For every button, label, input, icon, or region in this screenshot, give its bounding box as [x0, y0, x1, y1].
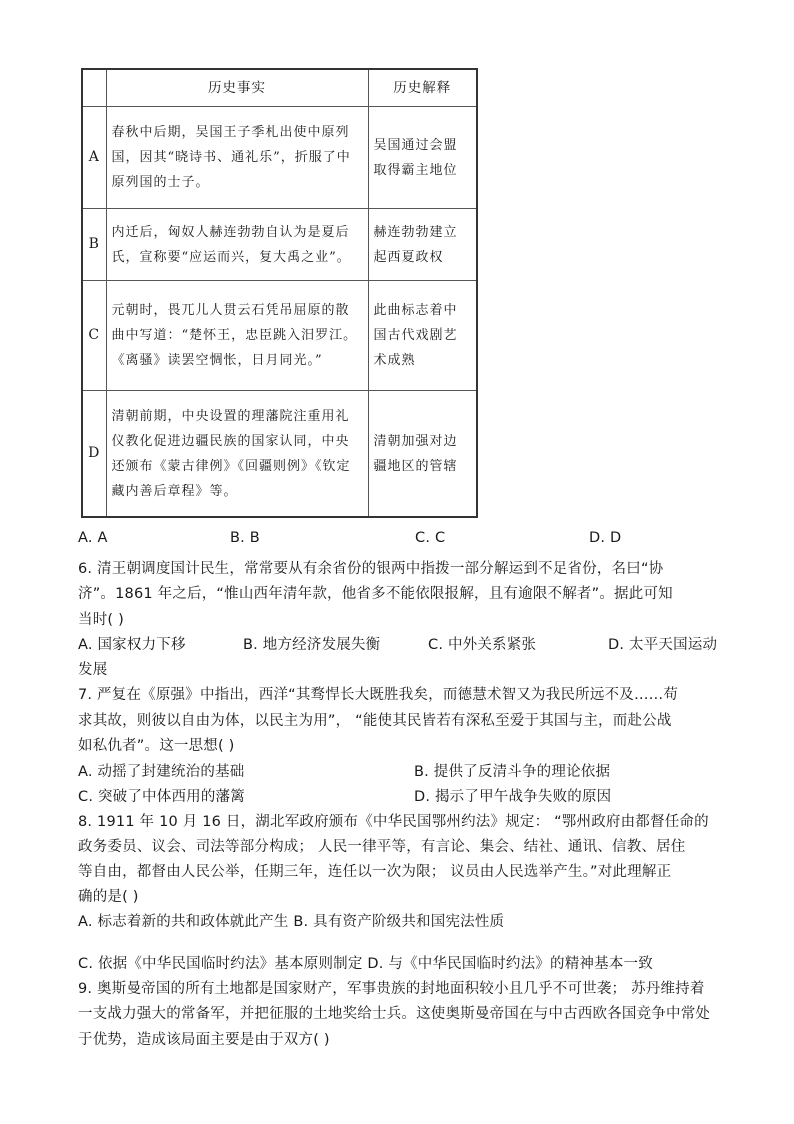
row-label: D — [82, 391, 106, 518]
q6-line-3: 当时( ) — [78, 612, 124, 628]
q7-option-d[interactable]: D. 揭示了甲午战争失败的原因 — [414, 789, 612, 805]
q7-line-1: 7. 严复在《原强》中指出，西洋“其骛悍长大既胜我矣，而德慧术智又为我民所远不及……苟 — [78, 687, 679, 703]
q6-option-c[interactable]: C. 中外关系紧张 — [428, 637, 537, 653]
table-row — [82, 391, 477, 518]
q8-line-3: 等自由，都督由人民公举，任期三年，连任以一次为限； 议员由人民选举产生。”对此理解正 — [78, 864, 672, 880]
row-explain: 赫连勃勃建立起西夏政权 — [368, 209, 477, 281]
q6-option-b[interactable]: B. 地方经济发展失衡 — [243, 637, 381, 653]
q9-line-2: 一支战力强大的常备军，并把征服的土地奖给士兵。这使奥斯曼帝国在与中古西欧各国竞争中常处 — [78, 1006, 711, 1022]
table-row — [82, 107, 477, 209]
q6-line-1: 6. 清王朝调度国计民生，常常要从有余省份的银两中指拨一部分解运到不足省份，名曰“协 — [78, 561, 664, 577]
q5-option-c[interactable]: C. C — [415, 530, 446, 546]
q6-options — [78, 633, 718, 653]
q6-option-d[interactable]: D. 太平天国运动 — [608, 637, 718, 653]
table-header-fact: 历史事实 — [106, 69, 368, 107]
q7-options-row-2 — [78, 785, 718, 805]
row-fact: 元朝时，畏兀儿人贯云石凭吊屈原的散曲中写道：“楚怀王，忠臣跳入汨罗江。《离骚》读罢空惆怅，日月同光。” — [106, 281, 368, 391]
row-fact: 内迁后，匈奴人赫连勃勃自认为是夏后氏，宣称要“应运而兴，复大禹之业”。 — [106, 209, 368, 281]
q8-options-ab[interactable]: A. 标志着新的共和政体就此产生 B. 具有资产阶级共和国宪法性质 — [78, 914, 505, 930]
table-header-explain: 历史解释 — [368, 69, 477, 107]
q9-line-1: 9. 奥斯曼帝国的所有土地都是国家财产，军事贵族的封地面积较小且几乎不可世袭； 苏丹维持着 — [78, 981, 705, 997]
q7-line-3: 如私仇者”。这一思想( ) — [78, 738, 235, 754]
row-label: C — [82, 281, 106, 391]
q7-option-b[interactable]: B. 提供了反清斗争的理论依据 — [414, 764, 611, 780]
q7-option-a[interactable]: A. 动摇了封建统治的基础 — [78, 764, 245, 780]
q5-option-a[interactable]: A. A — [78, 530, 108, 546]
table-header-row — [82, 69, 477, 107]
q9-line-3: 于优势，造成该局面主要是由于双方( ) — [78, 1032, 330, 1048]
row-explain: 清朝加强对边疆地区的管辖 — [368, 391, 477, 518]
q7-option-c[interactable]: C. 突破了中体西用的藩篱 — [78, 789, 245, 805]
q8-line-4: 确的是( ) — [78, 889, 139, 905]
row-fact: 春秋中后期，吴国王子季札出使中原列国，因其“晓诗书、通礼乐”，折服了中原列国的士子。 — [106, 107, 368, 209]
q5-options — [78, 530, 718, 550]
row-label: A — [82, 107, 106, 209]
row-explain: 此曲标志着中国古代戏剧艺术成熟 — [368, 281, 477, 391]
table-row — [82, 281, 477, 391]
q6-option-d-tail: 发展 — [78, 662, 108, 678]
q8-line-2: 政务委员、议会、司法等部分构成； 人民一律平等，有言论、集会、结社、通讯、信教、居住 — [78, 839, 686, 855]
q7-line-2: 求其故，则彼以自由为体，以民主为用”， “能使其民皆若有深私至爱于其国与主，而赴公战 — [78, 713, 672, 729]
row-fact: 清朝前期，中央设置的理藩院注重用礼仪教化促进边疆民族的国家认同，中央还颁布《蒙古律例》《回疆则例》《钦定藏内善后章程》等。 — [106, 391, 368, 518]
row-label: B — [82, 209, 106, 281]
q8-line-1: 8. 1911 年 10 月 16 日，湖北军政府颁布《中华民国鄂州约法》规定： “鄂州政府由都督任命的 — [78, 814, 709, 830]
q5-option-d[interactable]: D. D — [589, 530, 622, 546]
history-table — [81, 68, 478, 518]
table-header-empty — [82, 69, 106, 107]
row-explain: 吴国通过会盟取得霸主地位 — [368, 107, 477, 209]
table-row — [82, 209, 477, 281]
q7-options-row-1 — [78, 760, 718, 780]
q6-option-a[interactable]: A. 国家权力下移 — [78, 637, 186, 653]
q8-options-cd[interactable]: C. 依据《中华民国临时约法》基本原则制定 D. 与《中华民国临时约法》的精神基本一致 — [78, 956, 653, 972]
q6-line-2: 济”。1861 年之后，“惟山西年清年款，他省多不能依限报解，且有逾限不解者”。据此可知 — [78, 586, 673, 602]
q5-option-b[interactable]: B. B — [230, 530, 260, 546]
